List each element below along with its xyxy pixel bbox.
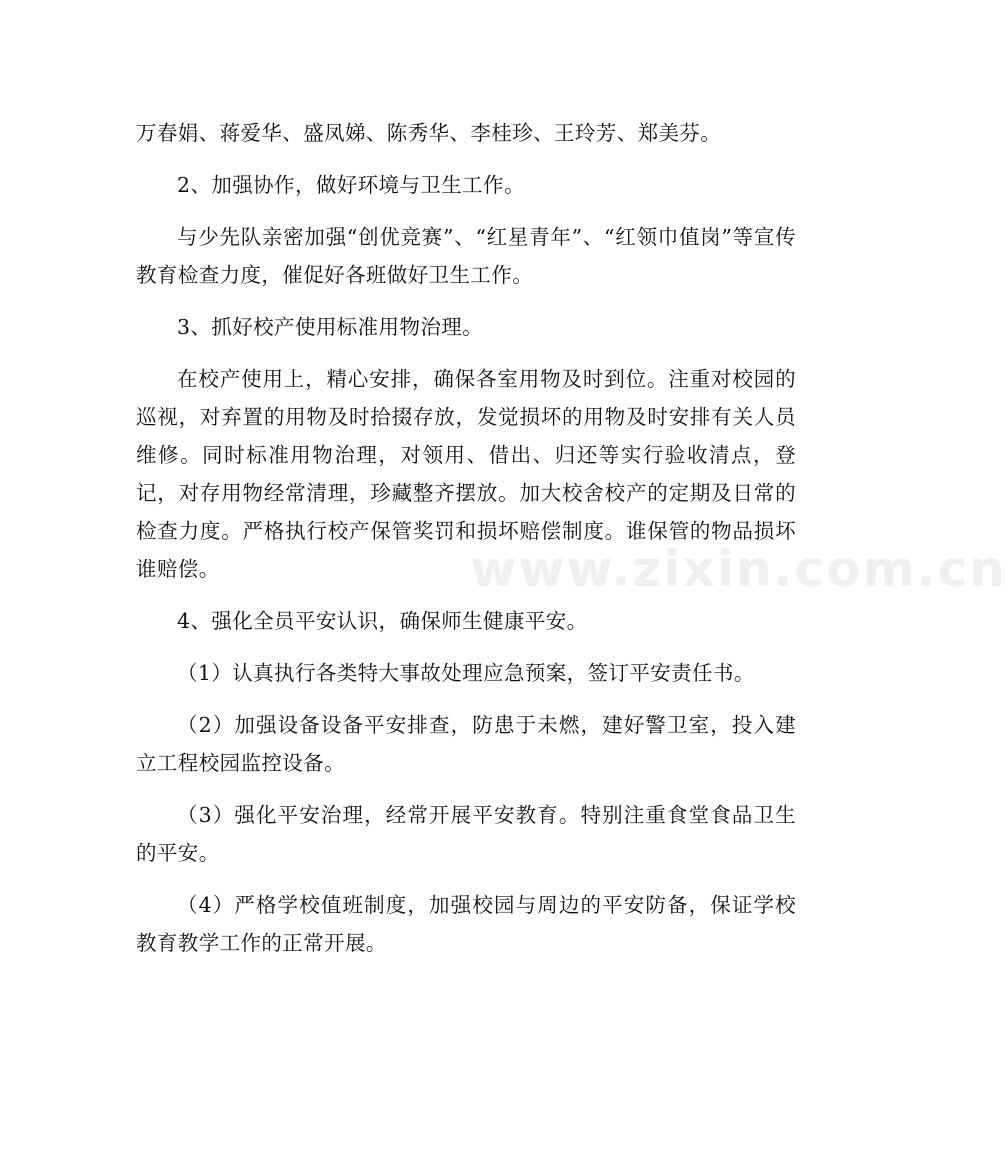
- paragraph-item-2-body: 与少先队亲密加强“创优竞赛”、“红星青年”、“红领巾值岗”等宣传教育检查力度，催促好各班做好卫生工作。: [136, 225, 796, 287]
- heading-item-2: 2、加强协作，做好环境与卫生工作。: [177, 173, 525, 197]
- heading-item-3: 3、抓好校产使用标准用物治理。: [177, 315, 484, 339]
- paragraph-subitem-1: （1）认真执行各类特大事故处理应急预案，签订平安责任书。: [177, 661, 755, 685]
- heading-item-4: 4、强化全员平安认识，确保师生健康平安。: [177, 609, 588, 633]
- watermark-text: www.zixin.com.cn: [470, 540, 1007, 598]
- paragraph-subitem-3: （3）强化平安治理，经常开展平安教育。特别注重食堂食品卫生的平安。: [136, 803, 796, 865]
- paragraph-subitem-2: （2）加强设备设备平安排查，防患于未燃，建好警卫室，投入建立工程校园监控设备。: [136, 713, 796, 775]
- paragraph-item-3-body: 在校产使用上，精心安排，确保各室用物及时到位。注重对校园的巡视，对弃置的用物及时拾掇存放，发觉损坏的用物及时安排有关人员维修。同时标准用物治理，对领用、借出、归还等实行验收清点，登记，对存用物经常清理，珍藏整齐摆放。加大校舍校产的定期及日常的检查力度。严格执行校产保管奖罚和损坏赔偿制度。谁保管的物品损坏谁赔偿。: [136, 367, 796, 581]
- paragraph-name-list: 万春娟、蒋爱华、盛凤娣、陈秀华、李桂珍、王玲芳、郑美芬。: [136, 121, 722, 145]
- document-body: [136, 114, 796, 976]
- paragraph-subitem-4: （4）严格学校值班制度，加强校园与周边的平安防备，保证学校教育教学工作的正常开展。: [136, 893, 796, 955]
